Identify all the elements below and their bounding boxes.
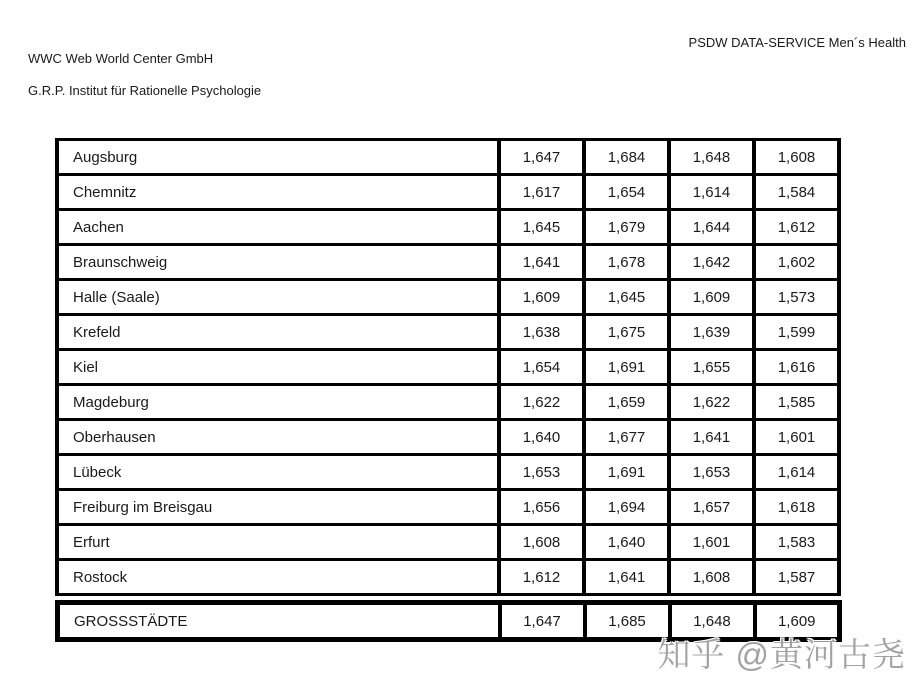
- value-cell: 1,644: [669, 210, 754, 245]
- publisher-info: [28, 35, 261, 115]
- summary-value-cell: 1,647: [500, 603, 585, 640]
- value-cell: 1,684: [584, 140, 669, 175]
- value-cell: 1,677: [584, 420, 669, 455]
- value-cell: 1,608: [499, 525, 584, 560]
- city-heights-table: [55, 138, 837, 642]
- value-cell: 1,640: [499, 420, 584, 455]
- value-cell: 1,583: [754, 525, 839, 560]
- city-cell: Krefeld: [57, 315, 499, 350]
- data-service-label: PSDW DATA-SERVICE Men´s Health: [688, 35, 906, 50]
- value-cell: 1,587: [754, 560, 839, 595]
- table-row: [57, 525, 839, 560]
- value-cell: 1,612: [754, 210, 839, 245]
- value-cell: 1,654: [584, 175, 669, 210]
- value-cell: 1,657: [669, 490, 754, 525]
- value-cell: 1,608: [754, 140, 839, 175]
- city-cell: Erfurt: [57, 525, 499, 560]
- city-cell: Rostock: [57, 560, 499, 595]
- value-cell: 1,622: [669, 385, 754, 420]
- table-row: [57, 350, 839, 385]
- value-cell: 1,609: [669, 280, 754, 315]
- value-cell: 1,585: [754, 385, 839, 420]
- value-cell: 1,659: [584, 385, 669, 420]
- city-cell: Chemnitz: [57, 175, 499, 210]
- table-row: [57, 560, 839, 595]
- table-row: [57, 490, 839, 525]
- table-row: [57, 280, 839, 315]
- value-cell: 1,641: [584, 560, 669, 595]
- value-cell: 1,612: [499, 560, 584, 595]
- value-cell: 1,641: [499, 245, 584, 280]
- value-cell: 1,573: [754, 280, 839, 315]
- value-cell: 1,642: [669, 245, 754, 280]
- city-cell: Oberhausen: [57, 420, 499, 455]
- value-cell: 1,601: [754, 420, 839, 455]
- value-cell: 1,602: [754, 245, 839, 280]
- value-cell: 1,601: [669, 525, 754, 560]
- city-cell: Braunschweig: [57, 245, 499, 280]
- summary-label-cell: GROSSSTÄDTE: [58, 603, 500, 640]
- table-row: [57, 315, 839, 350]
- value-cell: 1,678: [584, 245, 669, 280]
- value-cell: 1,647: [499, 140, 584, 175]
- value-cell: 1,614: [669, 175, 754, 210]
- value-cell: 1,638: [499, 315, 584, 350]
- value-cell: 1,609: [499, 280, 584, 315]
- value-cell: 1,599: [754, 315, 839, 350]
- publisher-line-1: WWC Web World Center GmbH: [28, 51, 214, 66]
- summary-value-cell: 1,609: [755, 603, 840, 640]
- value-cell: 1,645: [584, 280, 669, 315]
- city-cell: Magdeburg: [57, 385, 499, 420]
- value-cell: 1,653: [499, 455, 584, 490]
- value-cell: 1,584: [754, 175, 839, 210]
- value-cell: 1,640: [584, 525, 669, 560]
- value-cell: 1,653: [669, 455, 754, 490]
- value-cell: 1,641: [669, 420, 754, 455]
- value-cell: 1,639: [669, 315, 754, 350]
- value-cell: 1,616: [754, 350, 839, 385]
- table-row: [57, 140, 839, 175]
- value-cell: 1,654: [499, 350, 584, 385]
- table-row: [57, 385, 839, 420]
- value-cell: 1,648: [669, 140, 754, 175]
- value-cell: 1,679: [584, 210, 669, 245]
- value-cell: 1,618: [754, 490, 839, 525]
- city-cell: Aachen: [57, 210, 499, 245]
- value-cell: 1,656: [499, 490, 584, 525]
- summary-value-cell: 1,685: [585, 603, 670, 640]
- city-cell: Halle (Saale): [57, 280, 499, 315]
- table-row: [57, 420, 839, 455]
- city-cell: Augsburg: [57, 140, 499, 175]
- value-cell: 1,608: [669, 560, 754, 595]
- value-cell: 1,691: [584, 350, 669, 385]
- table-row: [57, 455, 839, 490]
- city-cell: Lübeck: [57, 455, 499, 490]
- city-cell: Freiburg im Breisgau: [57, 490, 499, 525]
- table-body: [57, 140, 839, 595]
- value-cell: 1,622: [499, 385, 584, 420]
- value-cell: 1,691: [584, 455, 669, 490]
- value-cell: 1,614: [754, 455, 839, 490]
- value-cell: 1,617: [499, 175, 584, 210]
- site-watermark: 知乎 @黄河古尧: [657, 636, 906, 673]
- value-cell: 1,675: [584, 315, 669, 350]
- value-cell: 1,655: [669, 350, 754, 385]
- table-row: [57, 210, 839, 245]
- city-cell: Kiel: [57, 350, 499, 385]
- summary-value-cell: 1,648: [670, 603, 755, 640]
- value-cell: 1,645: [499, 210, 584, 245]
- table-row: [57, 245, 839, 280]
- publisher-line-2: G.R.P. Institut für Rationelle Psychologie: [28, 83, 262, 98]
- city-rows-table: [55, 138, 841, 596]
- table-row: [57, 175, 839, 210]
- value-cell: 1,694: [584, 490, 669, 525]
